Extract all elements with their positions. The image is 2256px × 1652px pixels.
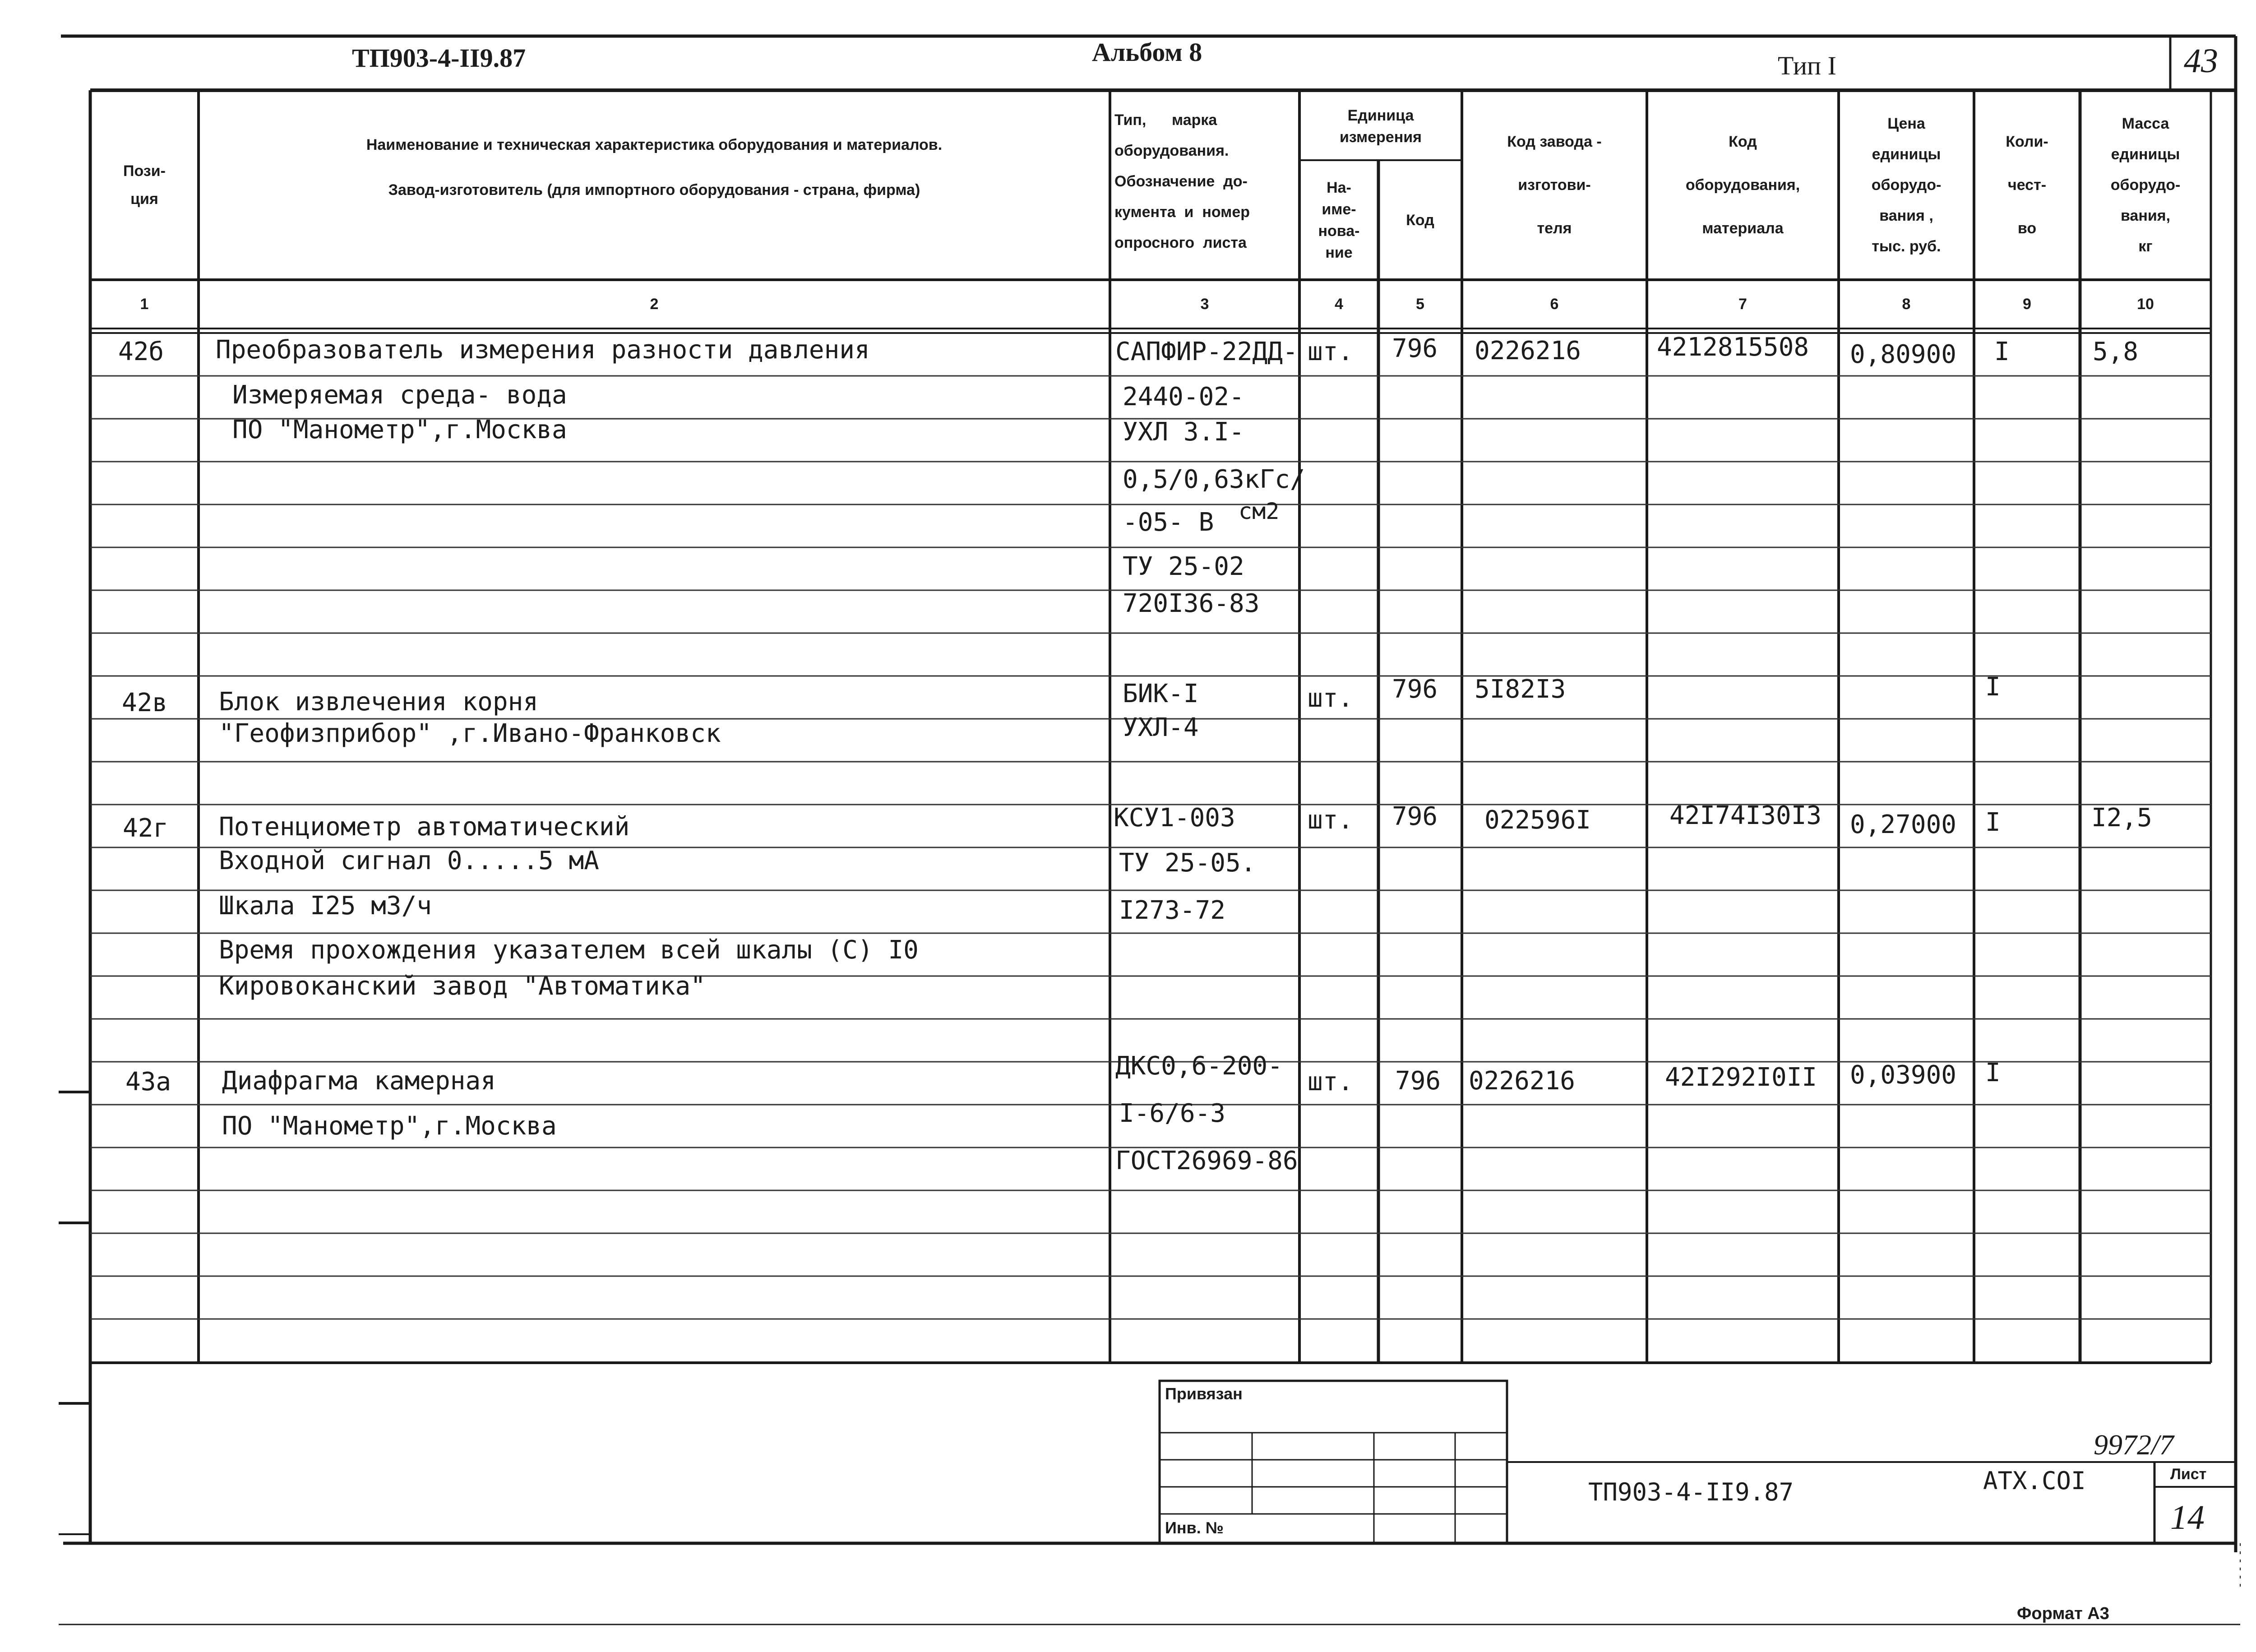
row-name: ПО "Манометр",г.Москва xyxy=(232,415,567,444)
row-type: 2440-02- xyxy=(1123,382,1244,412)
row-plant-code: 0226216 xyxy=(1469,1066,1576,1096)
row-plant-code: 0226216 xyxy=(1475,336,1581,366)
row-type: КСУ1-003 xyxy=(1114,803,1235,833)
row-unit: шт. xyxy=(1308,805,1354,835)
corner-page-number: 43 xyxy=(2184,42,2218,80)
col-number-10: 10 xyxy=(2137,295,2154,313)
row-name: Входной сигнал 0.....5 мА xyxy=(219,846,599,875)
stamp-atx-code: АТХ.СОI xyxy=(1983,1467,2086,1495)
row-quantity: I xyxy=(1985,672,2001,702)
row-equipment-code: 4212815508 xyxy=(1657,333,1809,362)
col-number-8: 8 xyxy=(1902,295,1911,313)
row-position: 42б xyxy=(118,337,164,366)
row-name: Преобразователь измерения разности давления xyxy=(216,335,870,365)
row-name: Измеряемая среда- вода xyxy=(232,380,567,410)
header-name-line2: Завод-изготовитель (для импортного оборудования - страна, фирма) xyxy=(388,181,920,199)
row-type: УХЛ-4 xyxy=(1123,713,1199,742)
row-name: Диафрагма камерная xyxy=(222,1066,496,1096)
header-plant-code: Код завода - изготови- теля xyxy=(1507,133,1602,237)
row-quantity: I xyxy=(1985,808,2001,837)
header-price: Цена единицы оборудо- вания , тыс. руб. xyxy=(1871,115,1942,255)
stamp-linked-label: Привязан xyxy=(1165,1384,1243,1403)
header-position: Пози- ция xyxy=(123,162,166,208)
type-label: Тип I xyxy=(1778,51,1836,80)
row-type: I273-72 xyxy=(1119,896,1226,925)
header-mass: Масса единицы оборудо- вания, кг xyxy=(2110,115,2181,255)
stamp-document-code: ТП903-4-II9.87 xyxy=(1588,1478,1794,1506)
header-name xyxy=(199,90,1110,280)
row-type: I-6/6-3 xyxy=(1119,1099,1226,1128)
row-mass: I2,5 xyxy=(2091,803,2152,833)
row-name: "Геофизприбор" ,г.Ивано-Франковск xyxy=(219,719,721,748)
format-label: Формат А3 xyxy=(2017,1604,2109,1623)
col-number-4: 4 xyxy=(1335,295,1343,313)
row-quantity: I xyxy=(1994,337,2010,366)
handwritten-number: 9972/7 xyxy=(2094,1429,2174,1461)
col-number-2: 2 xyxy=(650,295,659,313)
row-price: 0,27000 xyxy=(1850,810,1957,839)
header-unit-name: На- име- нова- ние xyxy=(1318,179,1360,261)
row-name: ПО "Манометр",г.Москва xyxy=(222,1111,557,1141)
row-type: ТУ 25-02 xyxy=(1123,552,1244,581)
row-position: 42в xyxy=(122,688,168,717)
sheet-label: Лист xyxy=(2170,1466,2207,1483)
row-type: САПФИР-22ДД- xyxy=(1115,337,1298,366)
row-position: 43а xyxy=(125,1067,171,1097)
row-quantity: I xyxy=(1985,1058,2001,1087)
row-type: 0,5/0,63кГс/ xyxy=(1123,465,1305,494)
stamp-inventory-label: Инв. № xyxy=(1165,1518,1224,1537)
col-number-3: 3 xyxy=(1200,295,1209,313)
document-code: ТП903-4-II9.87 xyxy=(352,43,526,73)
sheet-number: 14 xyxy=(2170,1499,2205,1536)
row-unit-code: 796 xyxy=(1392,802,1438,831)
col-number-9: 9 xyxy=(2023,295,2031,313)
col-number-7: 7 xyxy=(1738,295,1747,313)
row-type: ГОСТ26969-86 xyxy=(1115,1146,1298,1175)
row-type: 720I36-83 xyxy=(1123,589,1260,618)
row-position: 42г xyxy=(123,814,169,843)
header-quantity: Коли- чест- во xyxy=(2006,133,2048,237)
col-number-1: 1 xyxy=(140,295,149,313)
header-type: Тип, марка оборудования. Обозначение до- кумента и номер опросного листа xyxy=(1114,111,1250,251)
row-type: УХЛ 3.I- xyxy=(1123,417,1244,447)
album-label: Альбом 8 xyxy=(1092,37,1202,67)
row-plant-code: 022596I xyxy=(1484,805,1591,835)
row-plant-code: 5I82I3 xyxy=(1475,675,1566,704)
header-unit-code: Код xyxy=(1406,211,1434,229)
row-unit: шт. xyxy=(1308,684,1354,713)
row-mass: 5,8 xyxy=(2093,337,2139,366)
row-unit-code: 796 xyxy=(1392,675,1438,704)
header-name-line1: Наименование и техническая характеристика оборудования и материалов. xyxy=(366,136,943,153)
row-unit: шт. xyxy=(1308,1067,1354,1097)
col-number-6: 6 xyxy=(1550,295,1559,313)
col-number-5: 5 xyxy=(1416,295,1424,313)
row-equipment-code: 42I292I0II xyxy=(1665,1063,1817,1092)
row-type-superscript: см2 xyxy=(1239,498,1280,524)
row-unit-code: 796 xyxy=(1395,1066,1441,1096)
row-name: Время прохождения указателем всей шкалы (С) I0 xyxy=(219,935,919,965)
row-equipment-code: 42I74I30I3 xyxy=(1669,801,1822,830)
row-name: Кировоканский завод "Автоматика" xyxy=(219,972,706,1001)
row-unit: шт. xyxy=(1308,337,1354,366)
row-type: БИК-I xyxy=(1123,679,1199,708)
row-type: -05- В xyxy=(1123,508,1214,537)
header-unit-group: Единица измерения xyxy=(1340,107,1422,146)
header-equipment-code: Код оборудования, материала xyxy=(1685,133,1800,237)
row-name: Потенциометр автоматический xyxy=(219,812,630,842)
row-price: 0,03900 xyxy=(1850,1060,1957,1090)
row-type: ДКС0,6-200- xyxy=(1115,1051,1283,1081)
row-name: Шкала I25 м3/ч xyxy=(219,891,432,921)
row-unit-code: 796 xyxy=(1392,334,1438,363)
row-type: ТУ 25-05. xyxy=(1119,848,1256,878)
row-name: Блок извлечения корня xyxy=(219,687,539,717)
row-price: 0,80900 xyxy=(1850,340,1957,369)
